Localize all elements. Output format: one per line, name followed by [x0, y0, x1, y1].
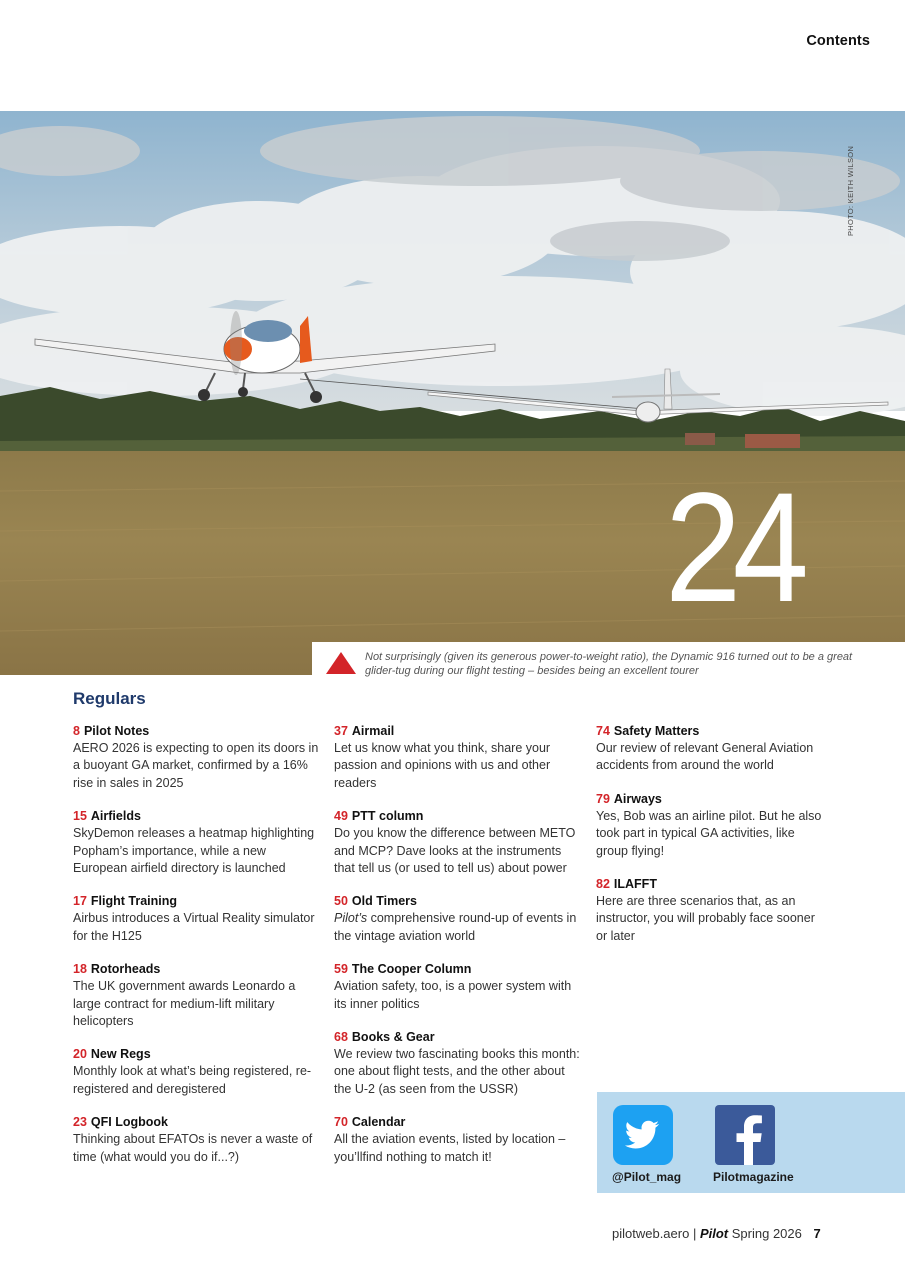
- item-description: We review two fascinating books this month: one about flight tests, and the other about the U-2 (as seen from the USSR): [334, 1047, 580, 1096]
- item-description: Thinking about EFATOs is never a waste of time (what would you do if...?): [73, 1132, 313, 1164]
- item-description: Pilot’s comprehensive round-up of events in the vintage aviation world: [334, 911, 577, 943]
- item-description: Monthly look at what’s being registered, re-registered and deregistered: [73, 1064, 312, 1096]
- twitter-bird-icon[interactable]: [613, 1105, 673, 1165]
- page-number: 15: [73, 809, 87, 824]
- twitter-handle[interactable]: @Pilot_mag: [612, 1170, 682, 1184]
- folio-page-number: 7: [813, 1226, 821, 1241]
- page-number: 82: [596, 877, 610, 892]
- contents-item[interactable]: [596, 876, 826, 945]
- contents-item[interactable]: [596, 723, 826, 775]
- page-number: 49: [334, 809, 348, 824]
- item-description: Let us know what you think, share your passion and opinions with us and other readers: [334, 741, 551, 790]
- magazine-name: Pilot’s: [334, 911, 368, 926]
- page-number: 59: [334, 962, 348, 977]
- item-description: SkyDemon releases a heatmap highlighting Popham’s importance, while a new European airfield directory is launched: [73, 826, 315, 876]
- page-number: 50: [334, 894, 348, 909]
- contents-item[interactable]: [73, 1114, 323, 1166]
- contents-column-3: [596, 723, 826, 961]
- item-description: Here are three scenarios that, as an instructor, you will probably face sooner or later: [596, 894, 815, 943]
- page-number: 70: [334, 1115, 348, 1130]
- photo-credit: PHOTO: KEITH WILSON: [846, 145, 855, 236]
- item-title: Calendar: [351, 1115, 406, 1130]
- contents-item[interactable]: [73, 808, 323, 877]
- item-title: Books & Gear: [351, 1030, 435, 1045]
- facebook-handle[interactable]: Pilotmagazine: [713, 1170, 794, 1184]
- contents-item[interactable]: [334, 961, 584, 1013]
- regulars-heading: Regulars: [73, 689, 146, 708]
- item-description: The UK government awards Leonardo a large contract for medium-lift military helicopters: [73, 979, 296, 1029]
- item-description: Yes, Bob was an airline pilot. But he also took part in typical GA activities, like group flying!: [596, 808, 822, 858]
- page-number: 20: [73, 1047, 87, 1062]
- contents-item[interactable]: [334, 1114, 584, 1166]
- caption-triangle-icon: [326, 652, 356, 674]
- item-title: New Regs: [90, 1047, 151, 1062]
- item-title: Old Timers: [351, 894, 417, 909]
- item-title: The Cooper Column: [351, 962, 472, 977]
- item-title: ILAFFT: [613, 877, 657, 892]
- contents-column-1: [73, 723, 323, 1182]
- page-number: 37: [334, 724, 348, 738]
- website-link[interactable]: pilotweb.aero: [612, 1226, 690, 1241]
- item-title: Airways: [613, 791, 662, 806]
- item-title: Airfields: [90, 809, 141, 824]
- contents-item[interactable]: [334, 723, 584, 792]
- page-number: 68: [334, 1030, 348, 1045]
- item-description: Our review of relevant General Aviation accidents from around the world: [596, 741, 814, 773]
- page-footer: [612, 1226, 821, 1241]
- page-number: 18: [73, 962, 87, 977]
- page-number: 8: [73, 724, 80, 738]
- item-title: Airmail: [351, 724, 395, 738]
- magazine-brand: Pilot: [699, 1226, 729, 1241]
- section-label: Contents: [806, 33, 870, 49]
- contents-item[interactable]: [73, 961, 323, 1030]
- page-number: 23: [73, 1115, 87, 1130]
- contents-column-2: [334, 723, 584, 1182]
- contents-item[interactable]: [596, 791, 826, 860]
- item-title: Rotorheads: [90, 962, 161, 977]
- item-title: PTT column: [351, 809, 424, 824]
- contents-item[interactable]: [334, 893, 584, 945]
- page-reference-number: 24: [665, 461, 801, 635]
- photo-caption: Not surprisingly (given its generous power-to-weight ratio), the Dynamic 916 turned out to be a great glider-tug during our flight testing – besides being an excellent tourer: [365, 651, 853, 677]
- item-title: QFI Logbook: [90, 1115, 168, 1130]
- item-title: Pilot Notes: [83, 724, 150, 738]
- item-title: Safety Matters: [613, 724, 700, 738]
- item-description: Aviation safety, too, is a power system with its inner politics: [334, 979, 572, 1011]
- item-description: Airbus introduces a Virtual Reality simulator for the H125: [73, 911, 315, 943]
- contents-item[interactable]: [73, 723, 323, 792]
- page-number: 17: [73, 894, 87, 909]
- page-number: 74: [596, 724, 610, 738]
- contents-item[interactable]: [334, 808, 584, 877]
- facebook-f-icon[interactable]: [715, 1105, 775, 1165]
- contents-item[interactable]: [334, 1029, 584, 1098]
- item-description: All the aviation events, listed by location – you’llfind nothing to match it!: [334, 1132, 566, 1164]
- item-description: AERO 2026 is expecting to open its doors in a buoyant GA market, confirmed by a 16% rise in sales in 2025: [73, 741, 319, 790]
- page-number: 79: [596, 791, 610, 806]
- footer-separator: |: [692, 1226, 697, 1241]
- issue-label: Spring 2026: [731, 1226, 802, 1241]
- contents-item[interactable]: [73, 893, 323, 945]
- item-title: Flight Training: [90, 894, 178, 909]
- contents-item[interactable]: [73, 1046, 323, 1098]
- item-description: Do you know the difference between METO and MCP? Dave looks at the instruments that tell us (or used to tell us) about power: [334, 826, 576, 876]
